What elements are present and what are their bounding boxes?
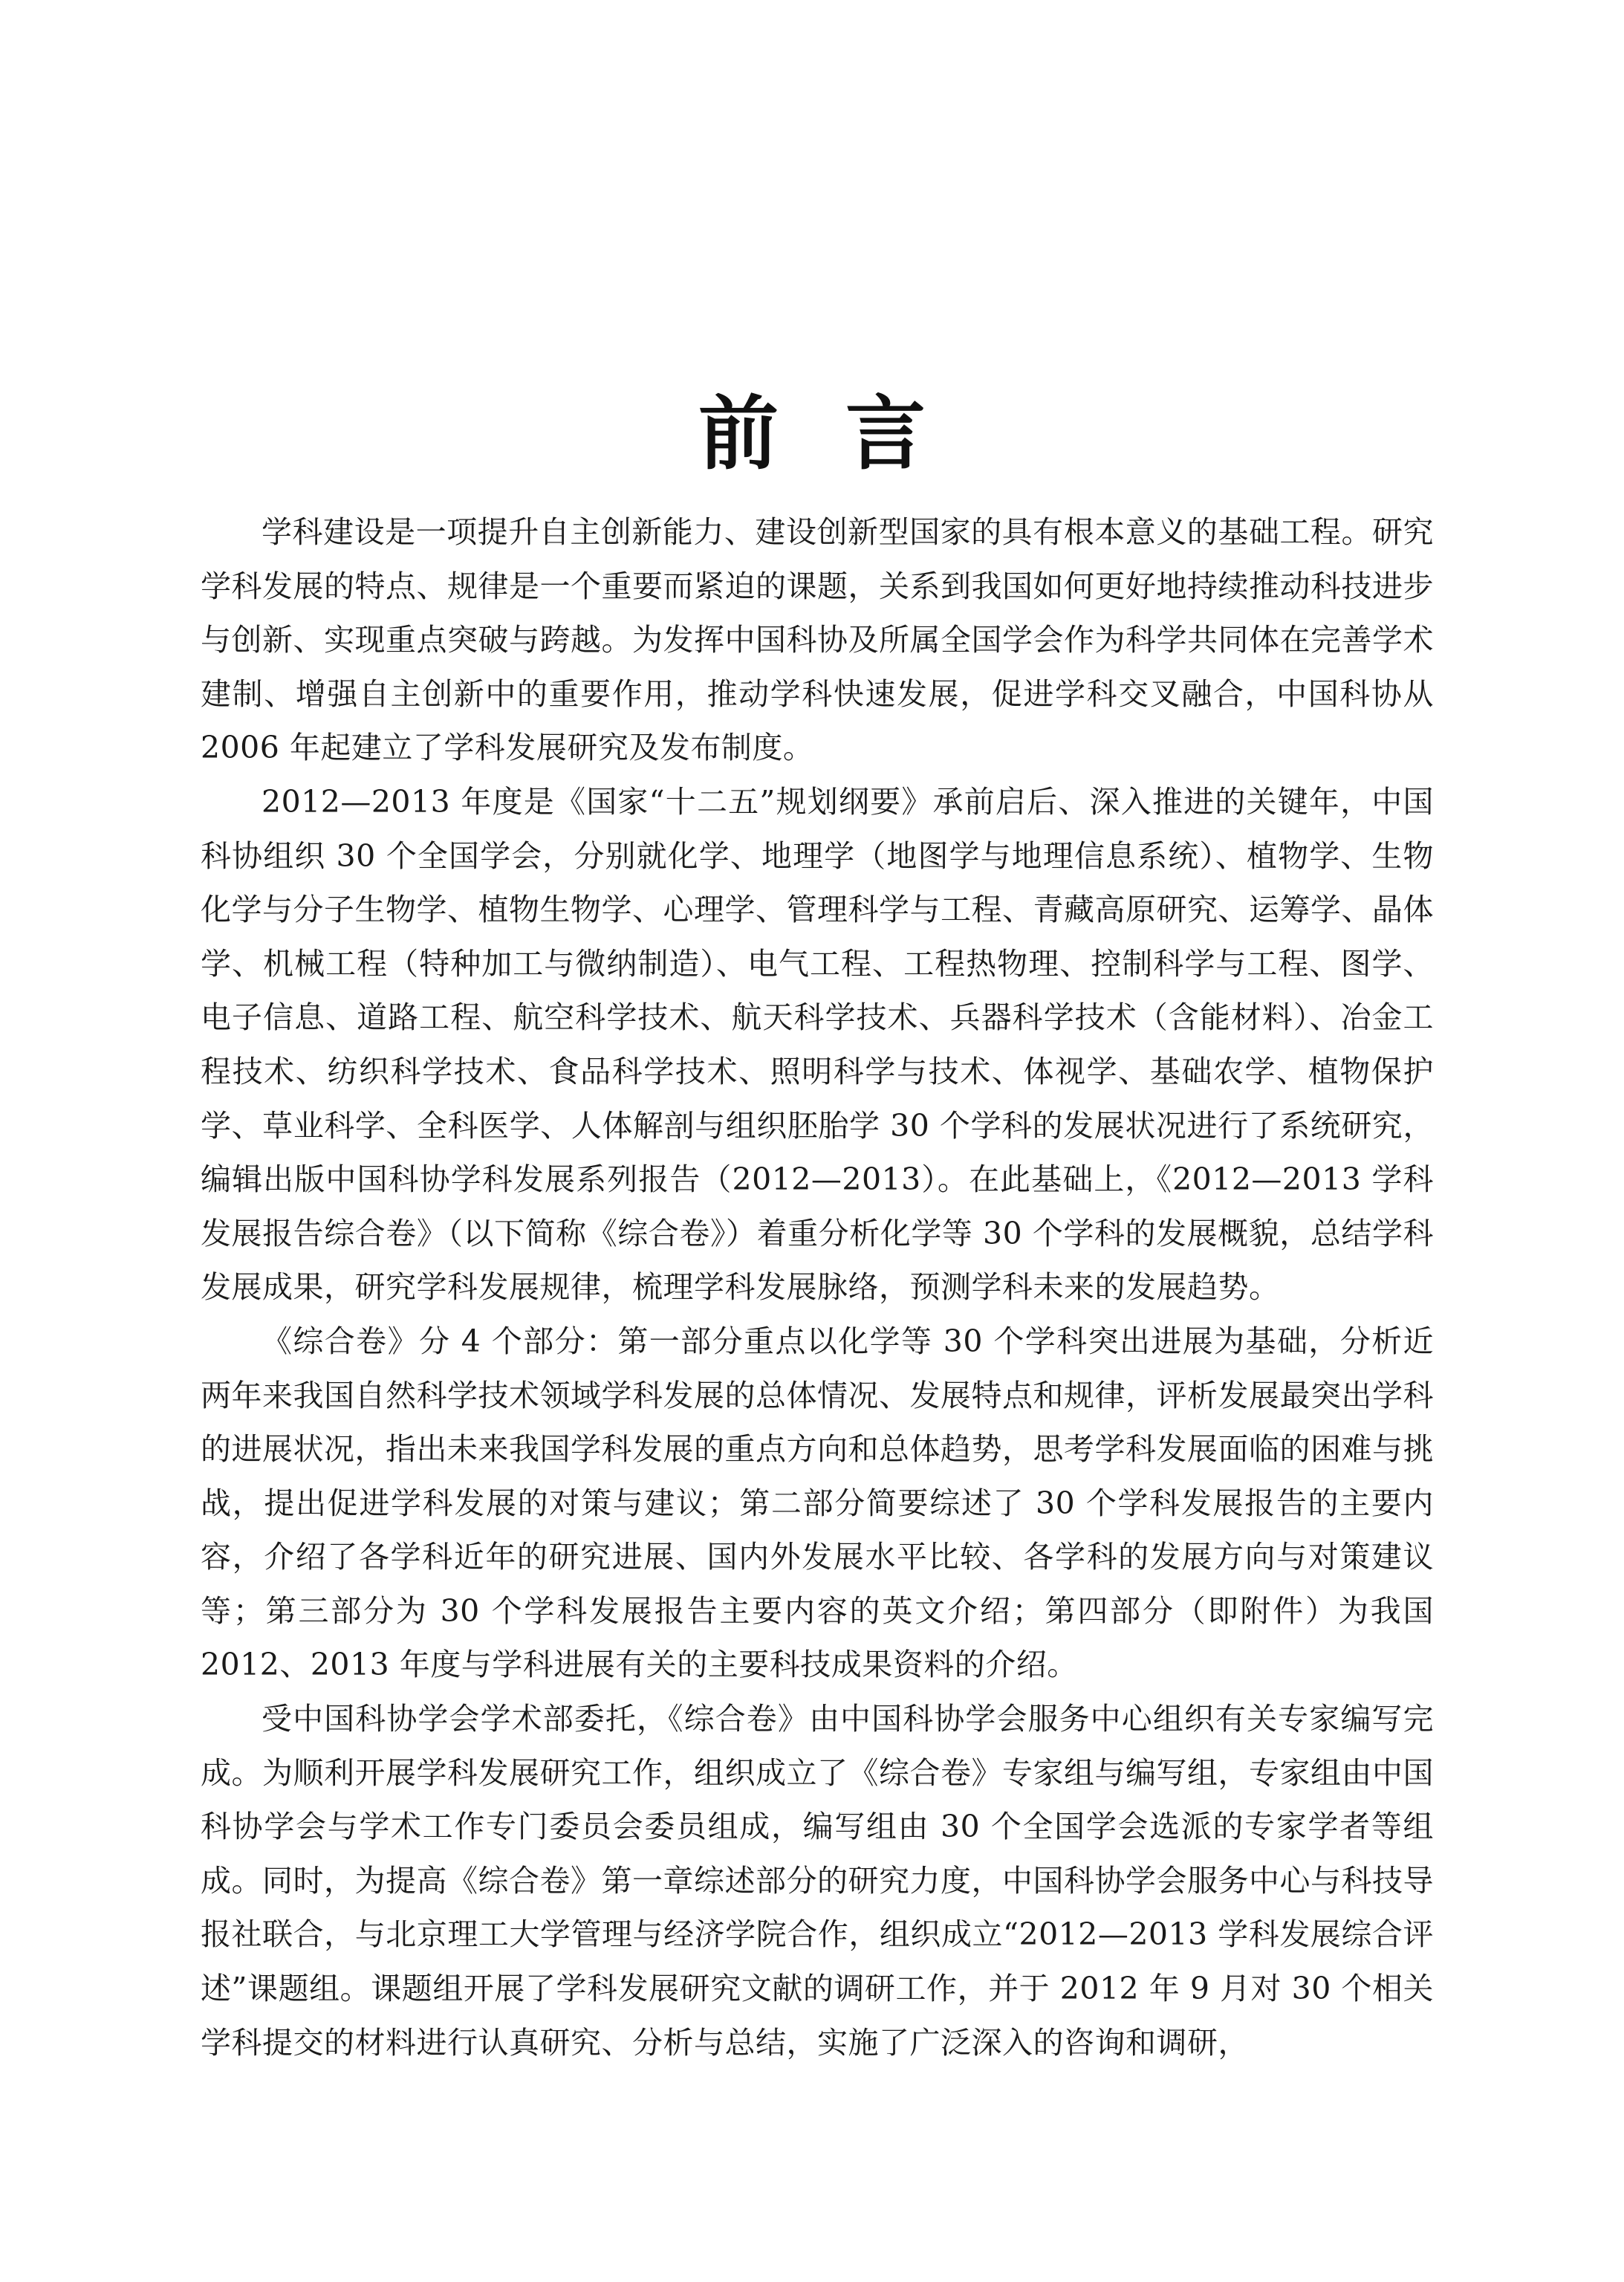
paragraph-4: 受中国科协学会学术部委托，《综合卷》由中国科协学会服务中心组织有关专家编写完成。为顺利开展学科发展研究工作，组织成立了《综合卷》专家组与编写组，专家组由中国科协学会与学术工作专门委员会委员组成，编写组由 30 个全国学会选派的专家学者等组成。同时，为提高《综合卷》第一章综述部分的研究力度，中国科协学会服务中心与科技导报社联合，与北京理工大学管理与经济学院合作，组织成立“2012—2013 学科发展综合评述”课题组。课题组开展了学科发展研究文献的调研工作，并于 2012 年 9 月对 30 个相关学科提交的材料进行认真研究、分析与总结，实施了广泛深入的咨询和调研， [201,1701,1434,2061]
paragraph-3: 《综合卷》分 4 个部分：第一部分重点以化学等 30 个学科突出进展为基础，分析近两年来我国自然科学技术领域学科发展的总体情况、发展特点和规律，评析发展最突出学科的进展状况，指出未来我国学科发展的重点方向和总体趋势，思考学科发展面临的困难与挑战，提出促进学科发展的对策与建议；第二部分简要综述了 30 个学科发展报告的主要内容，介绍了各学科近年的研究进展、国内外发展水平比较、各学科的发展方向与对策建议等；第三部分为 30 个学科发展报告主要内容的英文介绍；第四部分（即附件）为我国 2012、2013 年度与学科进展有关的主要科技成果资料的介绍。 [201,1323,1434,1683]
paragraph-1: 学科建设是一项提升自主创新能力、建设创新型国家的具有根本意义的基础工程。研究学科发展的特点、规律是一个重要而紧迫的课题，关系到我国如何更好地持续推动科技进步与创新、实现重点突破与跨越。为发挥中国科协及所属全国学会作为科学共同体在完善学术建制、增强自主创新中的重要作用，推动学科快速发展，促进学科交叉融合，中国科协从 2006 年起建立了学科发展研究及发布制度。 [201,514,1434,766]
title-char-2: 言 [845,388,926,482]
page-title [0,386,1624,483]
paragraph-2: 2012—2013 年度是《国家“十二五”规划纲要》承前启后、深入推进的关键年，中国科协组织 30 个全国学会，分别就化学、地理学（地图学与地理信息系统）、植物学、生物化学与分子生物学、植物生物学、心理学、管理科学与工程、青藏高原研究、运筹学、晶体学、机械工程（特种加工与微纳制造）、电气工程、工程热物理、控制科学与工程、图学、电子信息、道路工程、航空科学技术、航天科学技术、兵器科学技术（含能材料）、冶金工程技术、纺织科学技术、食品科学技术、照明科学与技术、体视学、基础农学、植物保护学、草业科学、全科医学、人体解剖与组织胚胎学 30 个学科的发展状况进行了系统研究，编辑出版中国科协学科发展系列报告（2012—2013）。在此基础上，《2012—2013 学科发展报告综合卷》（以下简称《综合卷》）着重分析化学等 30 个学科的发展概貌，总结学科发展成果，研究学科发展规律，梳理学科发展脉络，预测学科未来的发展趋势。 [201,783,1434,1306]
body-text [201,505,1434,2069]
title-char-1: 前 [698,388,779,482]
